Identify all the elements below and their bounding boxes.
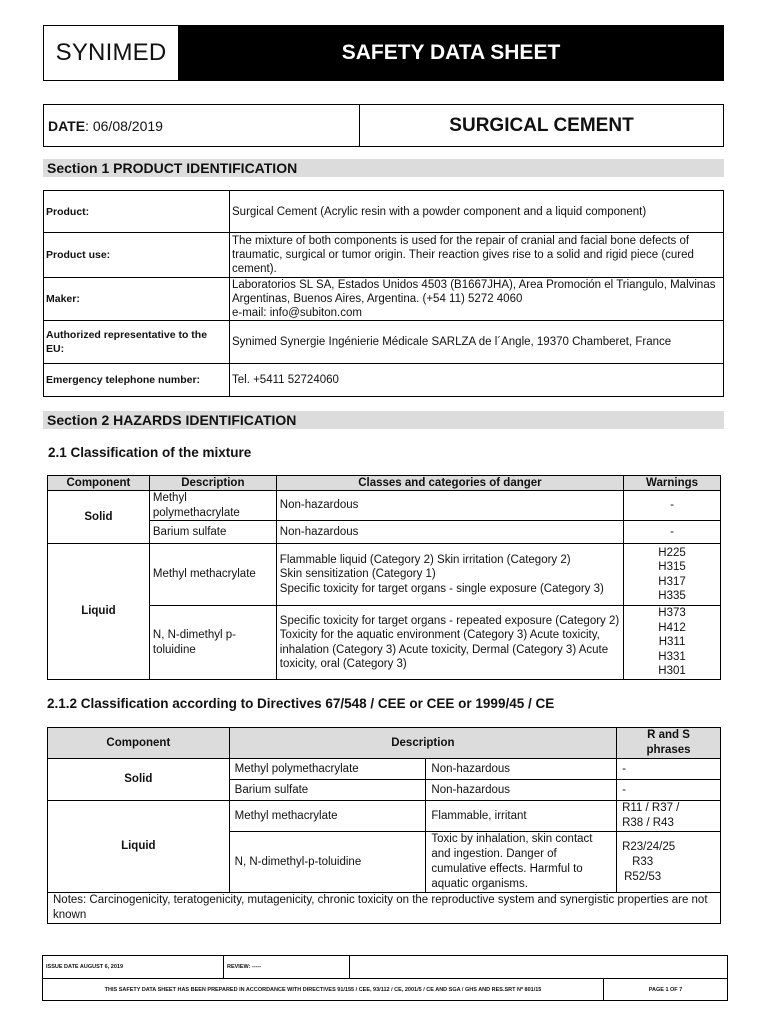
danger-cell: Non-hazardous — [276, 491, 623, 521]
table-row — [48, 544, 721, 606]
warning-code: H412 — [658, 621, 686, 634]
phrase-line: R23/24/25 — [622, 840, 676, 853]
description-cell: Non-hazardous — [426, 759, 617, 780]
date-value: : 06/08/2019 — [85, 117, 163, 134]
table-row — [44, 278, 724, 321]
col-header-warnings: Warnings — [624, 476, 721, 491]
warning-code: H311 — [658, 636, 686, 649]
footer-row — [43, 979, 727, 1001]
warning-cell — [624, 544, 721, 606]
maker-email: e-mail: info@subiton.com — [232, 307, 362, 319]
company-logo: SYNIMED — [44, 26, 179, 80]
table-row — [48, 759, 721, 780]
directive-classification-subheading: 2.1.2 Classification according to Directives 67/548 / CEE or CEE or 1999/45 / CE — [47, 696, 555, 711]
table-header-row — [48, 728, 721, 759]
phrases-cell: - — [617, 759, 721, 780]
footer-blank — [350, 956, 727, 978]
description-cell: Non-hazardous — [426, 780, 617, 801]
danger-line: Flammable liquid (Category 2) Skin irritation (Category 2) — [279, 553, 571, 566]
document-title: SAFETY DATA SHEET — [179, 26, 723, 80]
document-footer — [42, 955, 728, 1001]
emergency-phone-value: Tel. +5411 52724060 — [230, 364, 724, 397]
col-header-component: Component — [48, 476, 150, 491]
col-header-description: Description — [229, 728, 616, 759]
warning-cell — [624, 606, 721, 680]
description-cell: Methyl polymethacrylate — [149, 491, 276, 521]
date-label: DATE — [48, 117, 86, 134]
page-number: PAGE 1 OF 7 — [648, 987, 683, 993]
warning-cell: - — [624, 491, 721, 521]
warning-code: H331 — [658, 650, 686, 663]
col-header-component: Component — [48, 728, 230, 759]
warning-code: H335 — [658, 590, 686, 602]
phrase-line: R11 / R37 / — [622, 802, 680, 814]
product-identification-table — [43, 190, 724, 397]
date-cell — [44, 105, 360, 146]
table-row — [48, 491, 721, 521]
directive-classification-table — [47, 727, 721, 924]
table-row — [48, 606, 721, 680]
eu-representative-label: Authorized representative to the EU: — [44, 321, 230, 364]
classification-subheading: 2.1 Classification of the mixture — [48, 445, 252, 460]
phrase-line: R33 — [632, 855, 654, 868]
phrases-cell — [617, 832, 721, 893]
danger-cell — [276, 544, 623, 606]
danger-line: Specific toxicity for target organs - repeated exposure (Category 2) — [279, 614, 620, 627]
warning-code: H301 — [658, 665, 686, 678]
phrases-cell: - — [617, 780, 721, 801]
phrase-line: R52/53 — [624, 870, 662, 883]
section-2-heading: Section 2 HAZARDS IDENTIFICATION — [43, 411, 724, 429]
substance-cell: N, N-dimethyl-p-toluidine — [229, 832, 426, 893]
table-row — [48, 893, 721, 924]
col-header-rs-phrases — [617, 728, 721, 759]
review-field: REVIEW: ----- — [224, 956, 350, 978]
notes-cell: Notes: Carcinogenicity, teratogenicity, mutagenicity, chronic toxicity on the reproductive system and synergistic properties are not known — [48, 893, 721, 924]
eu-representative-value: Synimed Synergie Ingénierie Médicale SARLZA de l´Angle, 19370 Chamberet, France — [230, 321, 724, 364]
table-row — [44, 321, 724, 364]
description-cell: N, N-dimethyl p-toluidine — [149, 606, 276, 680]
table-row — [44, 191, 724, 233]
danger-line: Specific toxicity for target organs - single exposure (Category 3) — [279, 582, 604, 595]
document-header — [43, 25, 724, 81]
col-header-description: Description — [149, 476, 276, 491]
table-row — [48, 801, 721, 832]
footer-row — [43, 956, 727, 979]
maker-value — [230, 278, 724, 321]
table-row — [48, 521, 721, 544]
warning-code: H317 — [658, 575, 686, 588]
table-row — [44, 233, 724, 278]
maker-label: Maker: — [44, 278, 230, 321]
product-label: Product: — [44, 191, 230, 233]
component-liquid: Liquid — [48, 801, 230, 893]
component-solid: Solid — [48, 759, 230, 801]
product-name: SURGICAL CEMENT — [449, 114, 634, 136]
substance-cell: Barium sulfate — [229, 780, 426, 801]
substance-cell: Methyl methacrylate — [229, 801, 426, 832]
danger-line: Toxicity for the aquatic environment (Category 3) Acute toxicity, inhalation (Category 3) Acute toxicity, Dermal (Category 3) Acute toxicity, oral (Category 3) — [279, 629, 609, 670]
phrase-line: R38 / R43 — [622, 817, 674, 829]
phrases-cell — [617, 801, 721, 832]
warning-code: H373 — [658, 607, 686, 620]
description-cell: Flammable, irritant — [426, 801, 617, 832]
description-cell: Barium sulfate — [149, 521, 276, 544]
compliance-statement: THIS SAFETY DATA SHEET HAS BEEN PREPARED IN ACCORDANCE WITH DIRECTIVES 91/155 / CEE, 93/112 / CE, 2001/5 / CE AND SGA / GHS AND RES.SRT Nº 801/15 — [43, 979, 604, 1001]
maker-address: Laboratorios SL SA, Estados Unidos 4503 (B1667JHA), Area Promoción el Triangulo, Malvinas Argentinas, Buenos Aires, Argentina. (+54 11) 5272 4060 — [232, 279, 716, 305]
danger-line: Skin sensitization (Category 1) — [279, 568, 436, 581]
product-value: Surgical Cement (Acrylic resin with a powder component and a liquid component) — [230, 191, 724, 233]
col-header-danger-classes: Classes and categories of danger — [276, 476, 623, 491]
warning-cell: - — [624, 521, 721, 544]
danger-cell: Non-hazardous — [276, 521, 623, 544]
table-row — [44, 364, 724, 397]
date-product-box — [43, 104, 724, 147]
description-cell: Toxic by inhalation, skin contact and ingestion. Danger of cumulative effects. Harmful to aquatic organisms. — [426, 832, 617, 893]
danger-cell — [276, 606, 623, 680]
section-1-heading: Section 1 PRODUCT IDENTIFICATION — [43, 159, 724, 177]
table-header-row — [48, 476, 721, 491]
product-use-label: Product use: — [44, 233, 230, 278]
mixture-classification-table — [47, 475, 721, 680]
issue-date: ISSUE DATE AUGUST 6, 2019 — [43, 956, 224, 978]
warning-code: H315 — [658, 561, 686, 573]
substance-cell: Methyl polymethacrylate — [229, 759, 426, 780]
description-cell: Methyl methacrylate — [149, 544, 276, 606]
component-liquid: Liquid — [48, 544, 150, 680]
emergency-phone-label: Emergency telephone number: — [44, 364, 230, 397]
component-solid: Solid — [48, 491, 150, 544]
rs-phrases-label: R and S phrases — [646, 729, 691, 756]
warning-code: H225 — [658, 546, 686, 559]
product-use-value: The mixture of both components is used for the repair of cranial and facial bone defects of traumatic, surgical or tumor origin. Their reaction gives rise to a solid and rigid piece (cured cement). — [230, 233, 724, 278]
